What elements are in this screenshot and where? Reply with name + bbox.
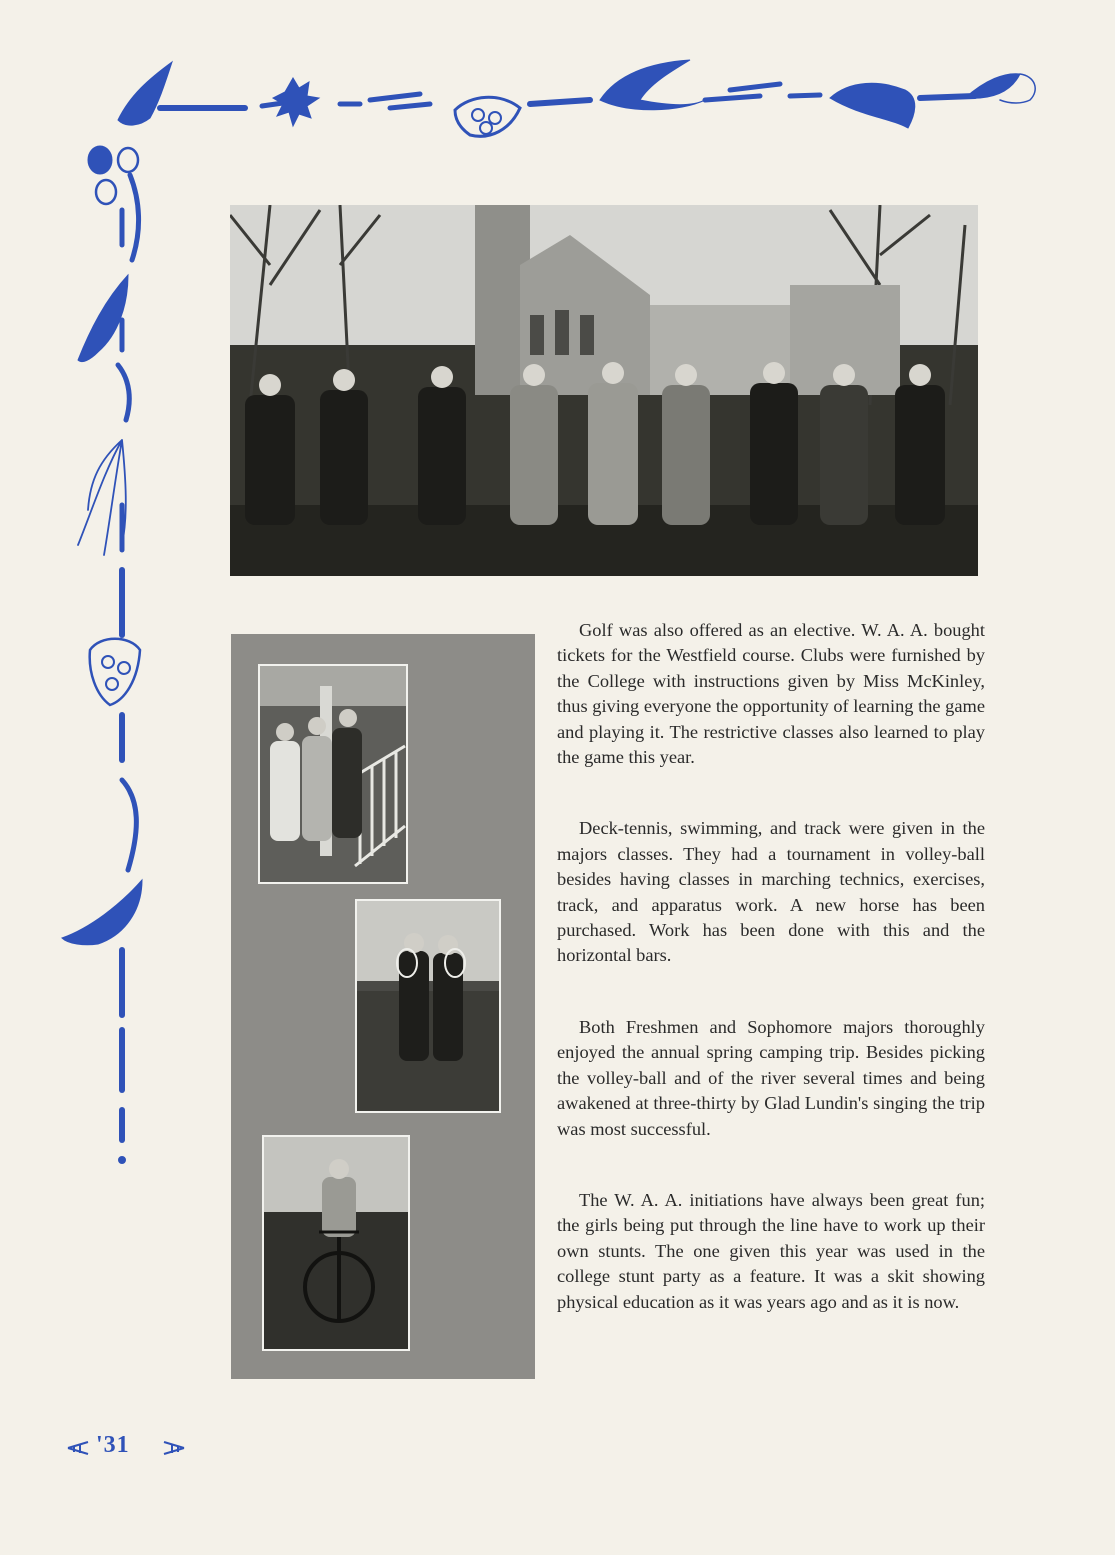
article-paragraph-majors: Deck-tennis, swimming, and track were given in the majors classes. They had a tournament in volley-ball besides having classes in marching technics, exercises, track, and apparatus work. A new horse has been purchased. Work has been done with this and the horizontal bars. — [557, 818, 985, 966]
snapshot-collage — [231, 634, 535, 1379]
bicycle-photo-illustration — [264, 1137, 408, 1349]
tennis-photo-illustration — [357, 901, 499, 1111]
article-body — [557, 618, 985, 1361]
tennis-players-photo — [355, 899, 501, 1113]
folio-year: '31 — [96, 1432, 130, 1458]
left-arrow-ornament-icon — [66, 1440, 90, 1456]
right-arrow-ornament-icon — [162, 1440, 186, 1456]
golf-photo-illustration — [230, 205, 978, 576]
article-paragraph-camping: Both Freshmen and Sophomore majors thoroughly enjoyed the annual spring camping trip. Besides picking the volley-ball and of the river several times and being awakened at three-thirty by Glad Lundin's singing the trip was most successful. — [557, 1016, 985, 1139]
holly-leaf-icon — [118, 62, 172, 125]
bicycle-rider-photo — [262, 1135, 410, 1351]
porch-stairway-photo — [258, 664, 408, 884]
holly-leaf-icon — [62, 880, 142, 945]
golf-class-photo — [230, 205, 978, 576]
page-folio — [66, 1434, 196, 1464]
article-paragraph-golf: Golf was also offered as an elective. W. A. A. bought tickets for the Westfield course. Clubs were furnished by the College with instructions given by Miss McKinley, thus giving everyone the opportunity of learning the game and playing it. The restrictive classes also learned to play the game this year. — [557, 620, 985, 768]
article-paragraph-initiations: The W. A. A. initiations have always been great fun; the girls being put through the line have to work up their own stunts. The one given this year was used in the college stunt party as a feature. It was a skit showing physical education as it was years ago and as it is now. — [557, 1189, 985, 1312]
porch-photo-illustration — [260, 666, 406, 882]
